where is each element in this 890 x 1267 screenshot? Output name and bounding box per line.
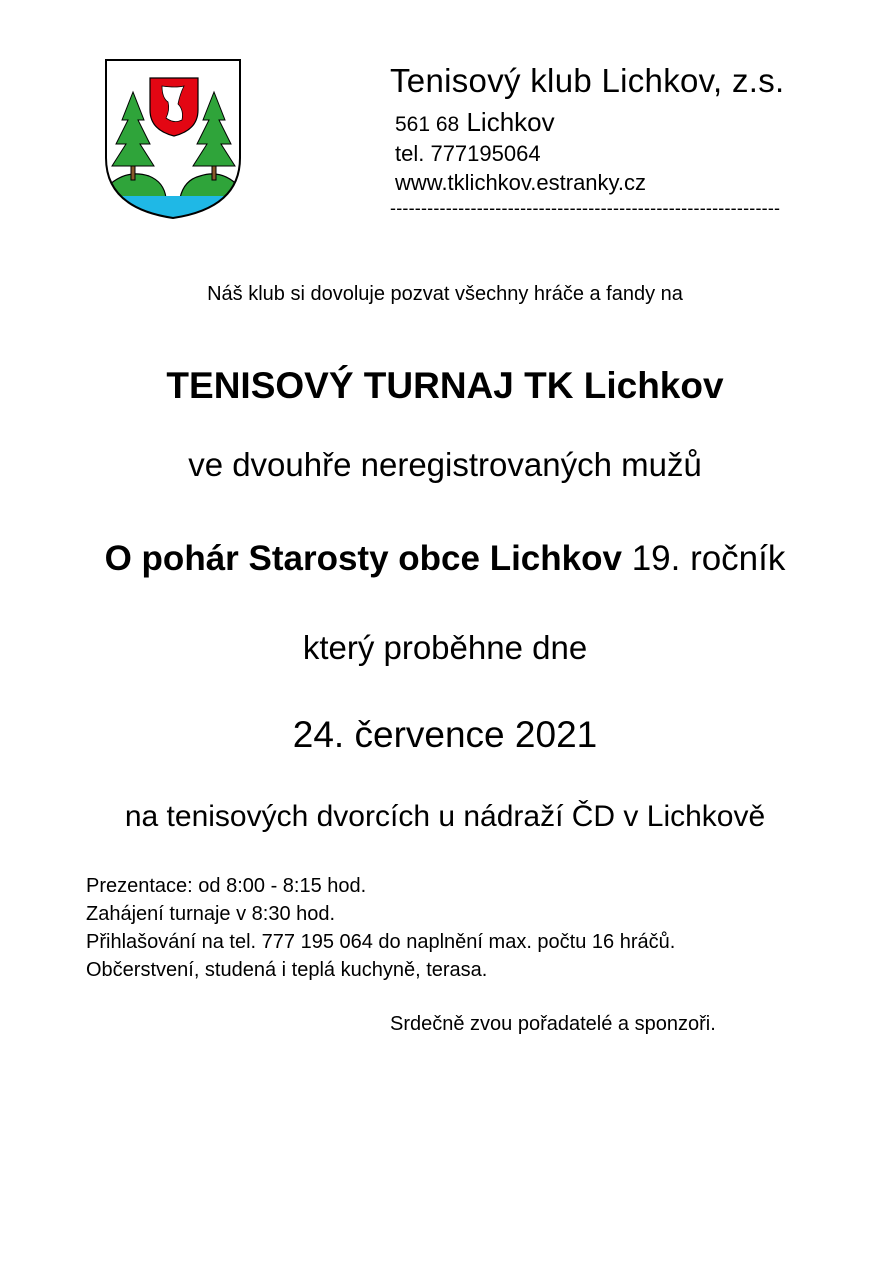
club-name: Tenisový klub Lichkov, z.s. [390, 62, 785, 99]
detail-refreshments: Občerstvení, studená i teplá kuchyně, terasa. [86, 959, 488, 981]
closing-note: Srdečně zvou pořadatelé a sponzoři. [390, 1013, 716, 1035]
header-divider: --------------------------------------------------------------- [390, 198, 781, 218]
cup-name: O pohár Starosty obce Lichkov [104, 539, 622, 578]
club-address [395, 107, 555, 138]
cup-line [0, 539, 890, 579]
date-intro: který proběhne dne [302, 629, 588, 666]
detail-registration-time: Prezentace: od 8:00 - 8:15 hod. [86, 875, 367, 897]
postal-code: 561 68 [395, 113, 460, 136]
invitation-intro: Náš klub si dovoluje pozvat všechny hráče a fandy na [207, 283, 683, 305]
tournament-title: TENISOVÝ TURNAJ TK Lichkov [166, 365, 724, 406]
city: Lichkov [466, 107, 555, 137]
detail-start-time: Zahájení turnaje v 8:30 hod. [86, 903, 336, 925]
tournament-date: 24. července 2021 [292, 714, 598, 755]
details-list [86, 872, 675, 984]
edition: 19. ročník [631, 539, 786, 578]
tournament-place: na tenisových dvorcích u nádraží ČD v Lichkově [124, 800, 766, 833]
club-website: www.tklichkov.estranky.cz [395, 170, 647, 195]
municipal-coat-of-arms-icon [104, 58, 242, 220]
detail-signup: Přihlašování na tel. 777 195 064 do naplnění max. počtu 16 hráčů. [86, 931, 676, 953]
club-phone: tel. 777195064 [395, 141, 541, 166]
tournament-subtitle: ve dvouhře neregistrovaných mužů [188, 446, 702, 483]
